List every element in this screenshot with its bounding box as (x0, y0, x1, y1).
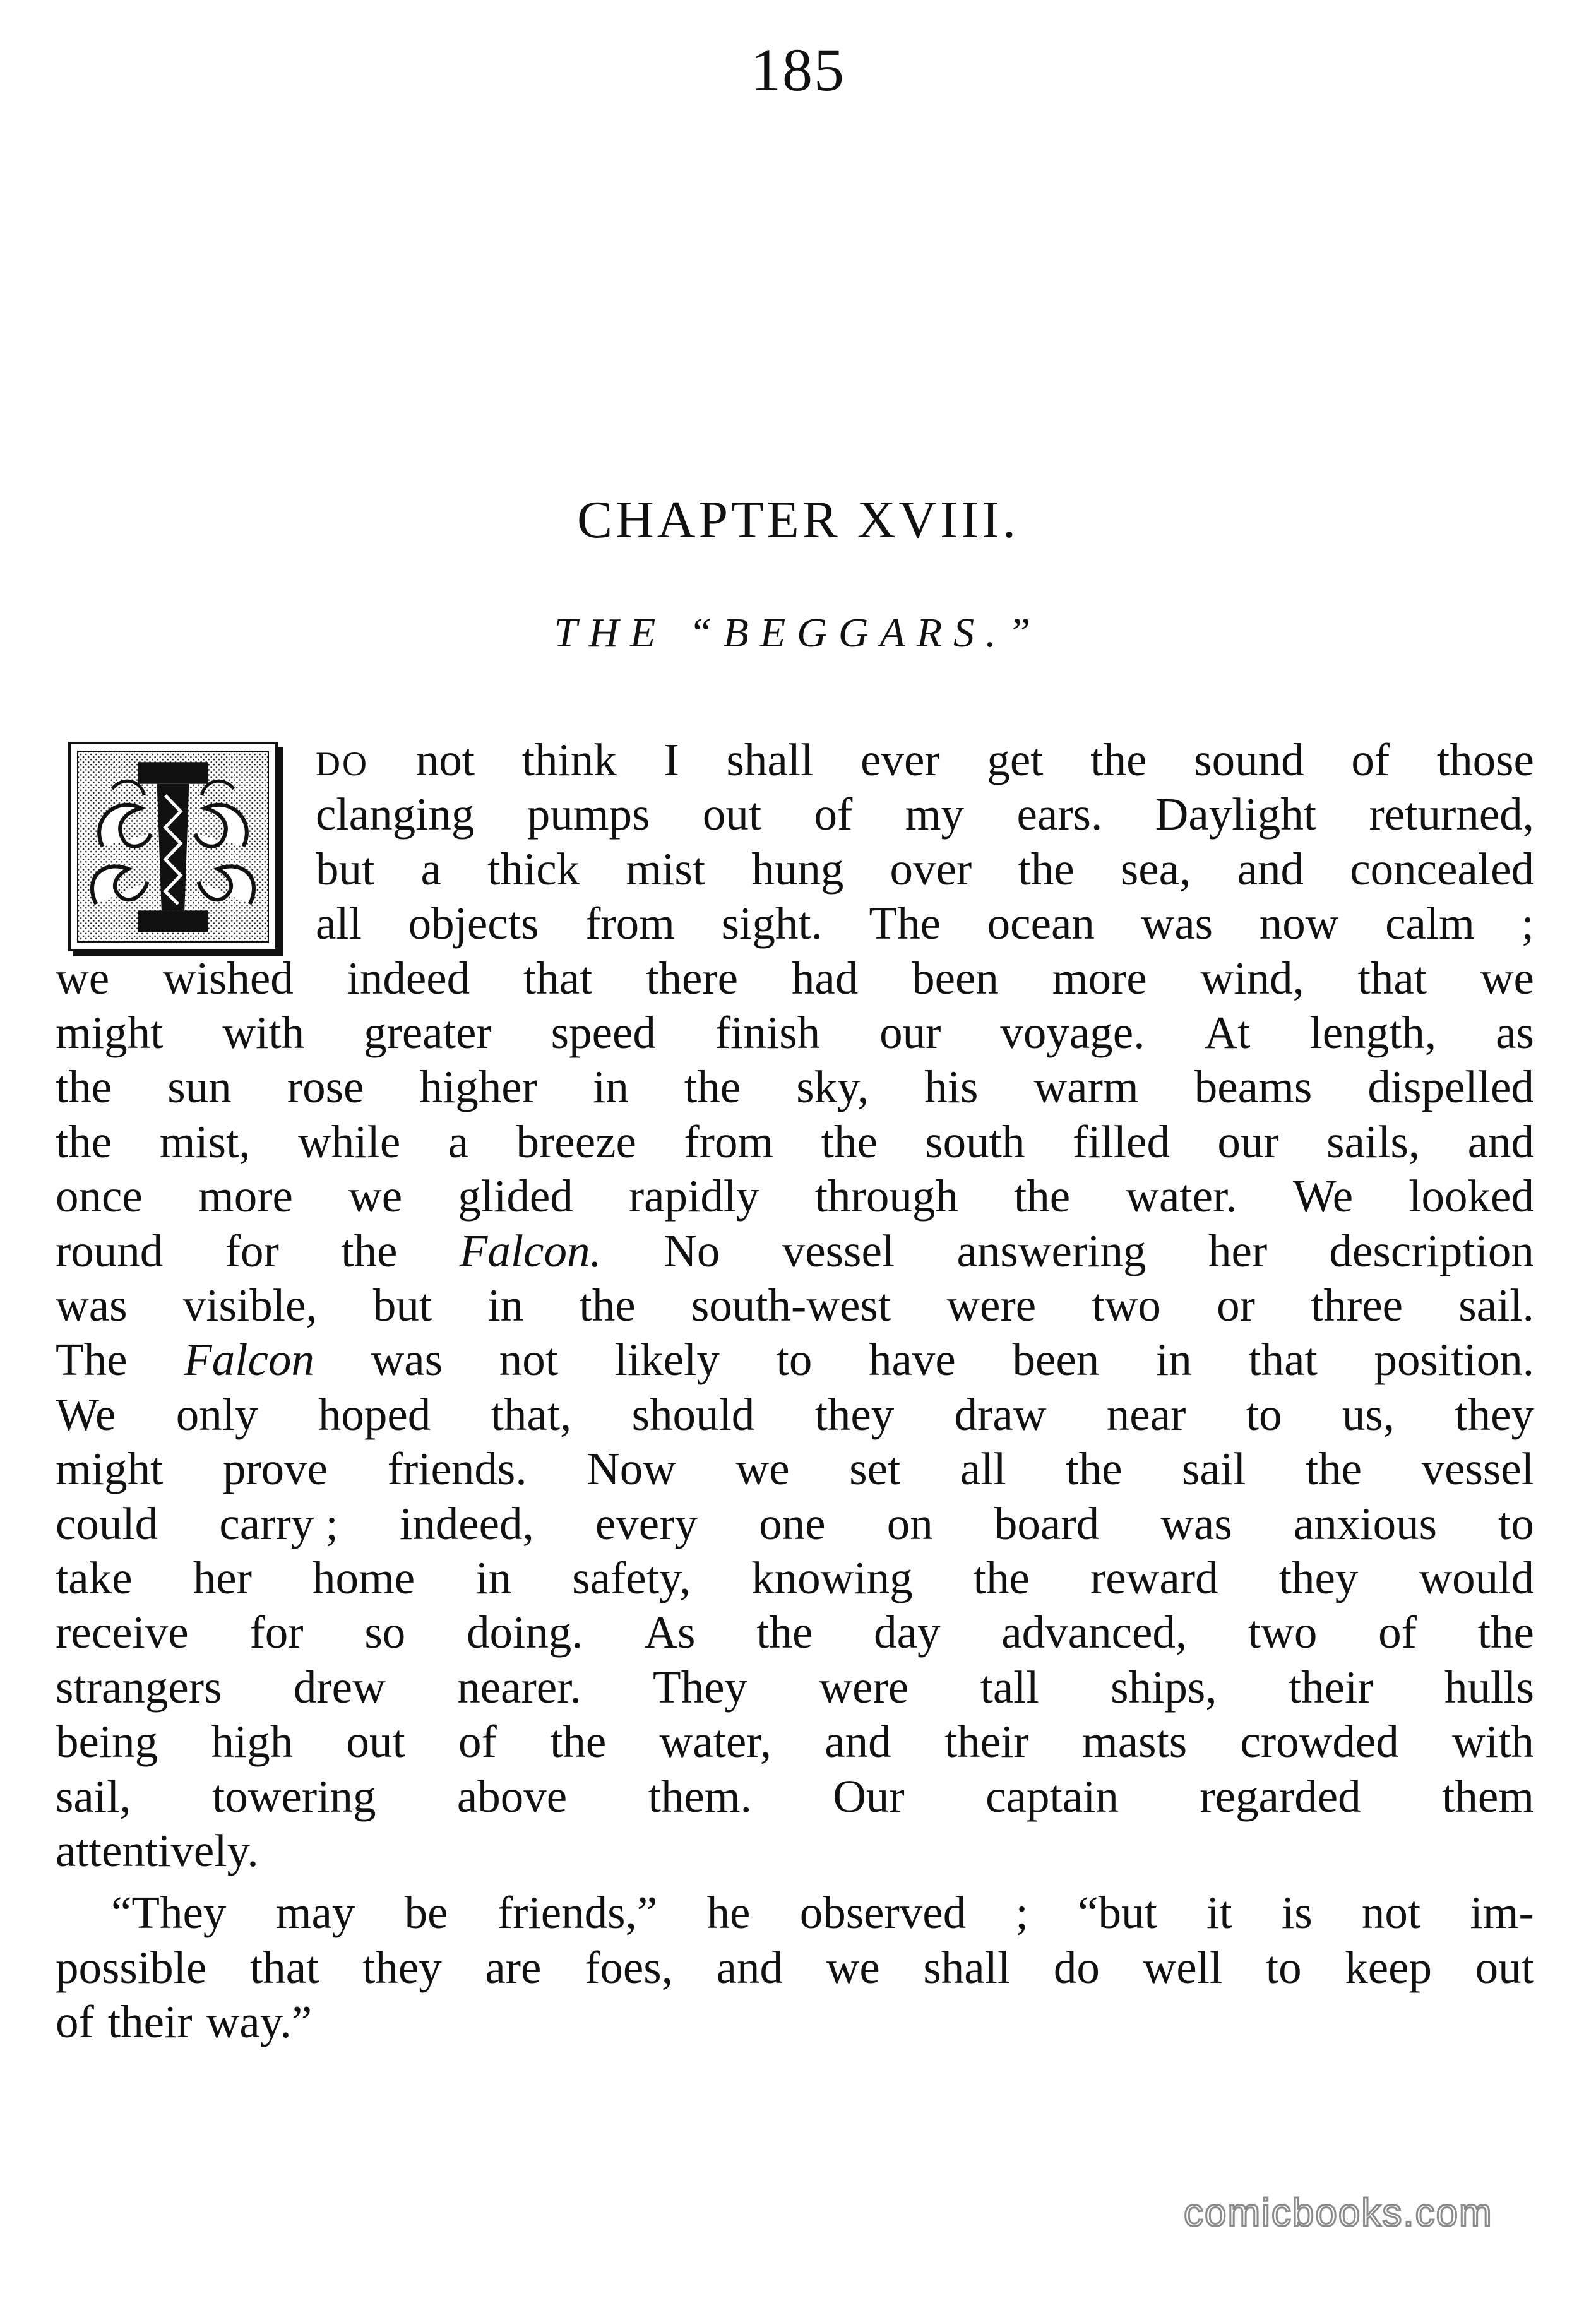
chapter-subtitle: THE “BEGGARS.” (554, 610, 1042, 656)
word: regarded (1200, 1770, 1361, 1822)
word: her (1208, 1225, 1268, 1276)
text-line (56, 1607, 1534, 1658)
word: answering (956, 1225, 1146, 1276)
word: dispelled (1367, 1061, 1534, 1113)
word: that (249, 1941, 319, 1993)
word: No (664, 1225, 720, 1276)
word: and (825, 1716, 891, 1768)
word: is (1281, 1887, 1313, 1939)
word: rose (287, 1061, 364, 1113)
word: ; (1015, 1887, 1028, 1939)
word: all (316, 898, 362, 949)
word: but (316, 843, 375, 895)
word: Falcon. (459, 1225, 602, 1276)
text-line (56, 1170, 1534, 1222)
word: take (56, 1552, 133, 1603)
word: might (56, 1007, 164, 1058)
word: been (1012, 1334, 1100, 1386)
word: receive (56, 1607, 189, 1658)
word: shall (726, 734, 814, 785)
word: the (56, 1115, 112, 1167)
word: indeed (347, 952, 470, 1004)
text-line (56, 1061, 1534, 1113)
word: to (1265, 1941, 1302, 1993)
word: our (1217, 1115, 1279, 1167)
word: are (485, 1941, 542, 1993)
word: Our (833, 1770, 905, 1822)
word: in (1155, 1334, 1192, 1386)
word: our (879, 1007, 941, 1058)
word: way.” (206, 1996, 313, 2048)
word: rapidly (628, 1170, 759, 1222)
word: high (211, 1716, 294, 1768)
word: description (1329, 1225, 1534, 1276)
word: out (346, 1716, 405, 1768)
word: wind, (1200, 952, 1304, 1004)
word: us, (1342, 1388, 1395, 1440)
word: ocean (987, 898, 1095, 949)
word: sails, (1326, 1115, 1420, 1167)
word: south-west (691, 1280, 891, 1331)
text-line (56, 1280, 1534, 1331)
word: their (1288, 1661, 1373, 1713)
word: and (716, 1941, 783, 1993)
word: position. (1374, 1334, 1534, 1386)
word: every (595, 1497, 698, 1549)
word: voyage. (1000, 1007, 1145, 1058)
word: it (1206, 1887, 1232, 1939)
word: the (56, 1061, 112, 1113)
word: one (759, 1497, 826, 1549)
text-line (56, 1552, 1534, 1603)
word: three (1311, 1280, 1403, 1331)
word: visible, (182, 1280, 318, 1331)
word: sail (1181, 1443, 1246, 1495)
word: ; (1521, 898, 1534, 949)
word: glided (458, 1170, 573, 1222)
word: knowing (751, 1552, 913, 1603)
word: finish (715, 1007, 821, 1058)
word: near (1106, 1388, 1186, 1440)
word: observed (799, 1887, 967, 1939)
word: objects (408, 898, 539, 949)
word: higher (419, 1061, 537, 1113)
word: beams (1194, 1061, 1313, 1113)
word: safety, (572, 1552, 691, 1603)
text-line (56, 1825, 273, 1876)
word: As (644, 1607, 696, 1658)
word: the (341, 1225, 398, 1276)
word: his (924, 1061, 979, 1113)
drop-cap (68, 742, 278, 951)
word: water. (1126, 1170, 1237, 1222)
word: vessel (1421, 1443, 1534, 1495)
word: would (1419, 1552, 1534, 1603)
word: once (56, 1170, 143, 1222)
word: that (1248, 1334, 1318, 1386)
word: more (198, 1170, 293, 1222)
word: they (814, 1388, 895, 1440)
word: their (944, 1716, 1029, 1768)
text-line (56, 1661, 1534, 1713)
text-line (56, 1115, 1534, 1167)
word: them (1442, 1770, 1534, 1822)
word: hulls (1444, 1661, 1534, 1713)
word: sky, (796, 1061, 869, 1113)
word: we (1480, 952, 1534, 1004)
word: a (448, 1115, 469, 1167)
word: all (960, 1443, 1006, 1495)
word: hoped (318, 1388, 431, 1440)
word: home (313, 1552, 415, 1603)
word: shall (923, 1941, 1011, 1993)
word: was (371, 1334, 443, 1386)
word: ships, (1111, 1661, 1217, 1713)
word: we (348, 1170, 403, 1222)
word: as (1496, 1007, 1534, 1058)
word: being (56, 1716, 158, 1768)
word: captain (986, 1770, 1119, 1822)
word: to (1246, 1388, 1282, 1440)
word: above (456, 1770, 568, 1822)
word: calm (1385, 898, 1475, 949)
text-line (56, 1996, 326, 2048)
word: from (585, 898, 675, 949)
text-line (56, 1443, 1534, 1495)
word: two (1248, 1607, 1318, 1658)
word: only (176, 1388, 258, 1440)
word: was (1160, 1497, 1232, 1549)
word: The (869, 898, 941, 949)
word: a (420, 843, 441, 895)
word: he (706, 1887, 751, 1939)
word: carry ; (219, 1497, 338, 1549)
word: keep (1345, 1941, 1432, 1993)
word: sail. (1458, 1280, 1534, 1331)
word: with (222, 1007, 305, 1058)
word: They (653, 1661, 748, 1713)
word: sight. (721, 898, 823, 949)
word: doing. (467, 1607, 583, 1658)
word: them. (648, 1770, 752, 1822)
word: the (821, 1115, 878, 1167)
word: of (814, 788, 853, 840)
word: nearer. (457, 1661, 581, 1713)
word: the (1305, 1443, 1362, 1495)
word: sun (167, 1061, 232, 1113)
word: water, (659, 1716, 771, 1768)
word: over (890, 843, 972, 895)
word: there (646, 952, 739, 1004)
word: they (1455, 1388, 1534, 1440)
word: breeze (516, 1115, 636, 1167)
word: the (1013, 1170, 1071, 1222)
word: tall (980, 1661, 1039, 1713)
word: ears. (1016, 788, 1103, 840)
word: from (684, 1115, 774, 1167)
word: of (1351, 734, 1390, 785)
word: DO (316, 745, 369, 783)
word: looked (1408, 1170, 1534, 1222)
text-line (316, 898, 1534, 949)
word: have (869, 1334, 956, 1386)
word: had (791, 952, 859, 1004)
word: friends. (387, 1443, 527, 1495)
word: foes, (585, 1941, 673, 1993)
word: wished (162, 952, 294, 1004)
word: in (475, 1552, 512, 1603)
word: that (523, 952, 593, 1004)
word: crowded (1240, 1716, 1399, 1768)
word: the (1066, 1443, 1123, 1495)
word: not (1361, 1887, 1421, 1939)
word: out (702, 788, 762, 840)
word: speed (551, 1007, 656, 1058)
word: may (275, 1887, 355, 1939)
word: the (1018, 843, 1075, 895)
word: possible (56, 1941, 207, 1993)
word: warm (1033, 1061, 1139, 1113)
word: concealed (1350, 843, 1534, 895)
word: get (987, 734, 1044, 785)
word: should (631, 1388, 755, 1440)
word: advanced, (1001, 1607, 1188, 1658)
word: but (372, 1280, 432, 1331)
word: round (56, 1225, 164, 1276)
word: friends,” (497, 1887, 658, 1939)
word: now (1259, 898, 1339, 949)
word: I (664, 734, 679, 785)
word: to (776, 1334, 813, 1386)
word: they (362, 1941, 442, 1993)
text-line (56, 1009, 1534, 1056)
word: was (1141, 898, 1213, 949)
word: my (905, 788, 965, 840)
word: her (193, 1552, 252, 1603)
word: of (56, 1996, 94, 2048)
word: thick (487, 843, 580, 895)
text-line (56, 1716, 1534, 1768)
word: the (684, 1061, 741, 1113)
word: their (107, 1996, 193, 2048)
word: mist, (159, 1115, 251, 1167)
text-line (56, 952, 1534, 1004)
text-line (56, 1770, 1534, 1822)
word: strangers (56, 1661, 222, 1713)
word: do (1053, 1941, 1100, 1993)
page-number: 185 (751, 36, 845, 104)
text-line (111, 1887, 1534, 1939)
word: the (1477, 1607, 1534, 1658)
ornamental-initial-icon (77, 751, 269, 943)
word: for (225, 1225, 279, 1276)
word: clanging (316, 788, 475, 840)
word: mist (626, 843, 706, 895)
word: Daylight (1155, 788, 1317, 840)
word: out (1475, 1941, 1534, 1993)
word: were (946, 1280, 1037, 1331)
word: not (415, 734, 475, 785)
word: set (849, 1443, 901, 1495)
word: think (521, 734, 617, 785)
word: hung (751, 843, 844, 895)
word: returned, (1369, 788, 1534, 840)
text-line (316, 734, 1534, 785)
word: be (404, 1887, 448, 1939)
text-line (56, 1388, 1534, 1440)
word: so (364, 1607, 406, 1658)
word: to (1498, 1497, 1534, 1549)
word: length, (1309, 1007, 1437, 1058)
word: towering (212, 1770, 376, 1822)
word: they (1278, 1552, 1359, 1603)
word: the (1090, 734, 1147, 785)
word: board (994, 1497, 1100, 1549)
word: that (1357, 952, 1427, 1004)
word: we (826, 1941, 880, 1993)
word: and (1467, 1115, 1534, 1167)
chapter-title: CHAPTER XVIII. (577, 491, 1019, 549)
word: the (756, 1607, 813, 1658)
word: “but (1078, 1887, 1157, 1939)
word: reward (1090, 1552, 1218, 1603)
word: in (487, 1280, 524, 1331)
word: vessel (782, 1225, 895, 1276)
word: Falcon (184, 1334, 314, 1386)
word: not (499, 1334, 559, 1386)
word: and (1237, 843, 1304, 895)
word: of (458, 1716, 497, 1768)
word: those (1436, 734, 1534, 785)
word: been (912, 952, 999, 1004)
word: two (1092, 1280, 1161, 1331)
word: well (1143, 1941, 1223, 1993)
word: was (56, 1280, 128, 1331)
word: south (925, 1115, 1025, 1167)
word: Now (587, 1443, 677, 1495)
word: attentively. (56, 1825, 259, 1876)
word: pumps (527, 788, 650, 840)
word: that, (491, 1388, 572, 1440)
word: the (579, 1280, 636, 1331)
word: the (550, 1716, 607, 1768)
word: At (1204, 1007, 1251, 1058)
text-line (56, 1225, 1534, 1276)
word: could (56, 1497, 158, 1549)
watermark: comicbooks.com (1184, 2191, 1493, 2235)
word: sound (1194, 734, 1304, 785)
word: sail, (56, 1770, 131, 1822)
word: im- (1470, 1887, 1534, 1939)
word: We (1292, 1170, 1354, 1222)
word: anxious (1293, 1497, 1437, 1549)
word: more (1052, 952, 1147, 1004)
word: sea, (1120, 843, 1191, 895)
word: masts (1081, 1716, 1188, 1768)
word: we (56, 952, 110, 1004)
text-line (316, 843, 1534, 895)
word: drew (293, 1661, 386, 1713)
word: of (1378, 1607, 1417, 1658)
word: were (819, 1661, 909, 1713)
word: in (593, 1061, 629, 1113)
word: indeed, (399, 1497, 534, 1549)
word: for (249, 1607, 304, 1658)
text-line (56, 1941, 1534, 1993)
word: prove (222, 1443, 328, 1495)
word: or (1217, 1280, 1255, 1331)
word: filled (1072, 1115, 1170, 1167)
word: “They (111, 1887, 227, 1939)
word: ever (861, 734, 940, 785)
word: draw (954, 1388, 1047, 1440)
text-line (56, 1334, 1534, 1386)
word: while (298, 1115, 401, 1167)
text-line (56, 1497, 1534, 1549)
word: the (973, 1552, 1030, 1603)
word: greater (364, 1007, 492, 1058)
text-line (316, 788, 1534, 840)
word: likely (614, 1334, 720, 1386)
word: through (814, 1170, 958, 1222)
word: day (874, 1607, 941, 1658)
word: we (735, 1443, 790, 1495)
word: on (886, 1497, 933, 1549)
word: might (56, 1443, 164, 1495)
word: with (1452, 1716, 1534, 1768)
word: We (56, 1388, 116, 1440)
word: The (56, 1334, 128, 1386)
